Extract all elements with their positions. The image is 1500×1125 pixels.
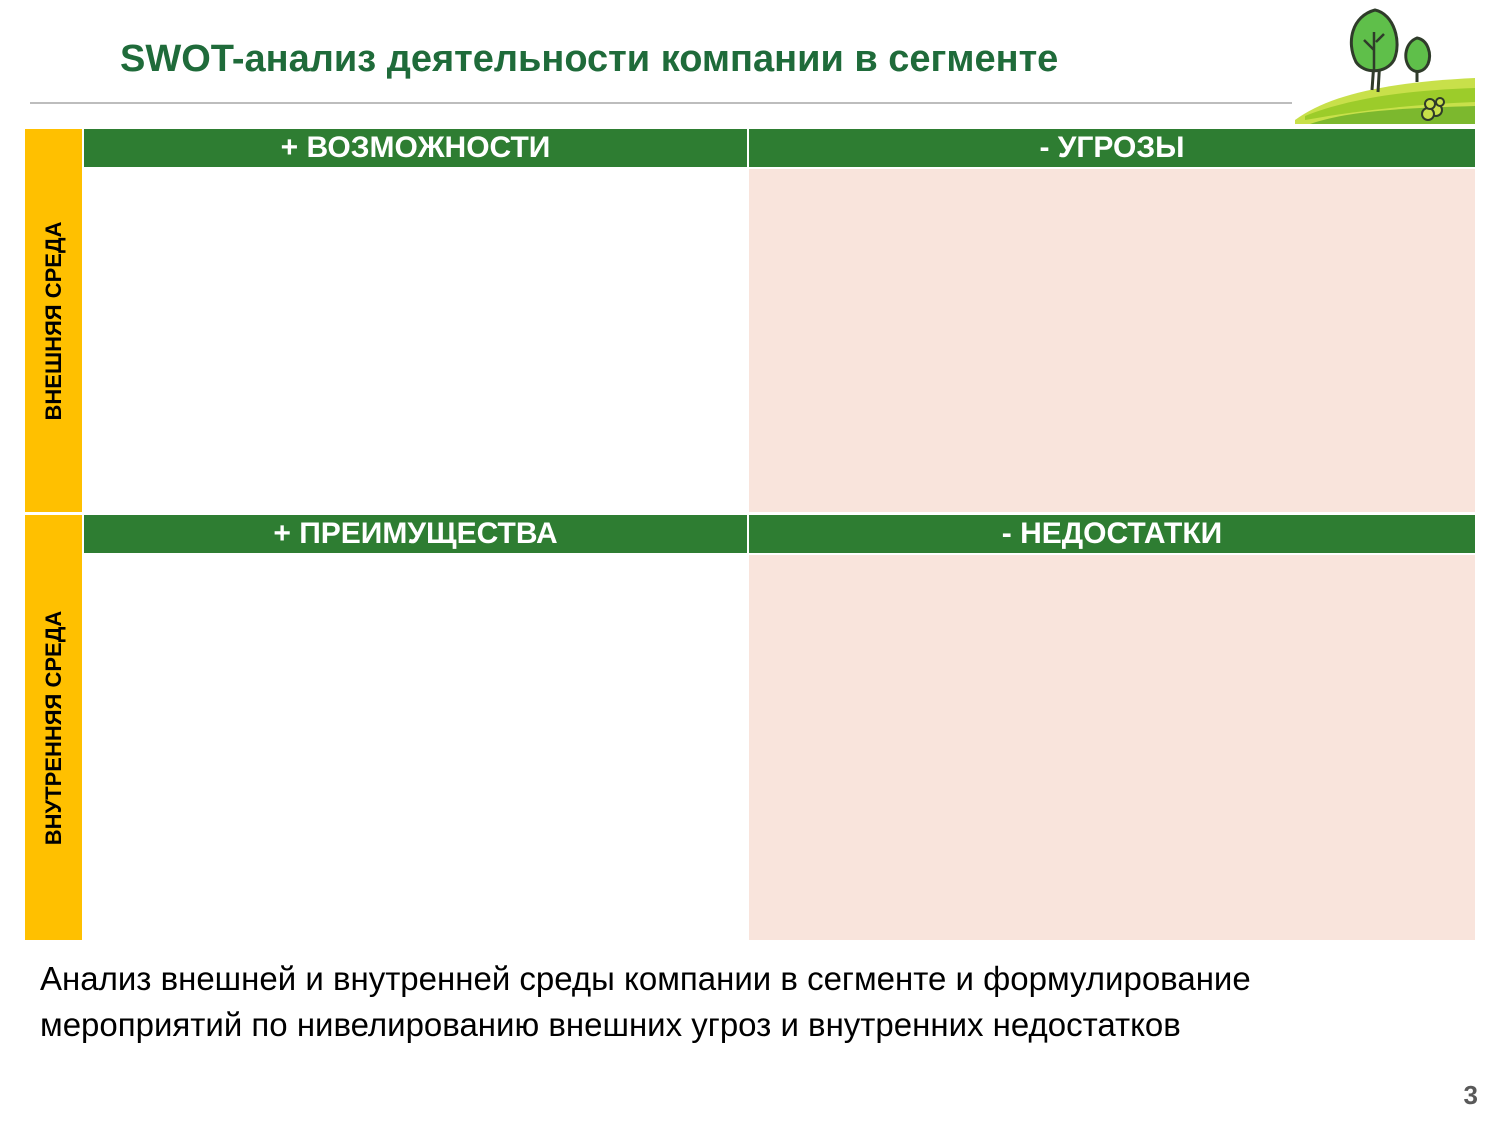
opportunities-header: + ВОЗМОЖНОСТИ [84,129,747,167]
internal-environment-label: ВНУТРЕННЯЯ СРЕДА [40,610,66,845]
slide-title: SWOT-анализ деятельности компании в сегменте [120,38,1059,80]
weaknesses-header: - НЕДОСТАТКИ [749,515,1475,553]
threats-cell [749,169,1475,512]
row-label-internal [25,515,82,940]
page-number: 3 [1463,1080,1478,1110]
opportunities-cell [84,169,747,512]
threats-header: - УГРОЗЫ [749,129,1475,167]
description-line-2: мероприятий по нивелированию внешних угроз и внутренних недостатков [40,1006,1181,1043]
strengths-cell [84,555,747,940]
description-text [40,956,1460,1048]
title-divider [30,102,1292,104]
trees-on-hill-logo-icon [1290,2,1475,127]
weaknesses-cell [749,555,1475,940]
row-label-external [25,129,82,512]
description-line-1: Анализ внешней и внутренней среды компании в сегменте и формулирование [40,960,1251,997]
strengths-header: + ПРЕИМУЩЕСТВА [84,515,747,553]
external-environment-label: ВНЕШНЯЯ СРЕДА [40,221,66,420]
